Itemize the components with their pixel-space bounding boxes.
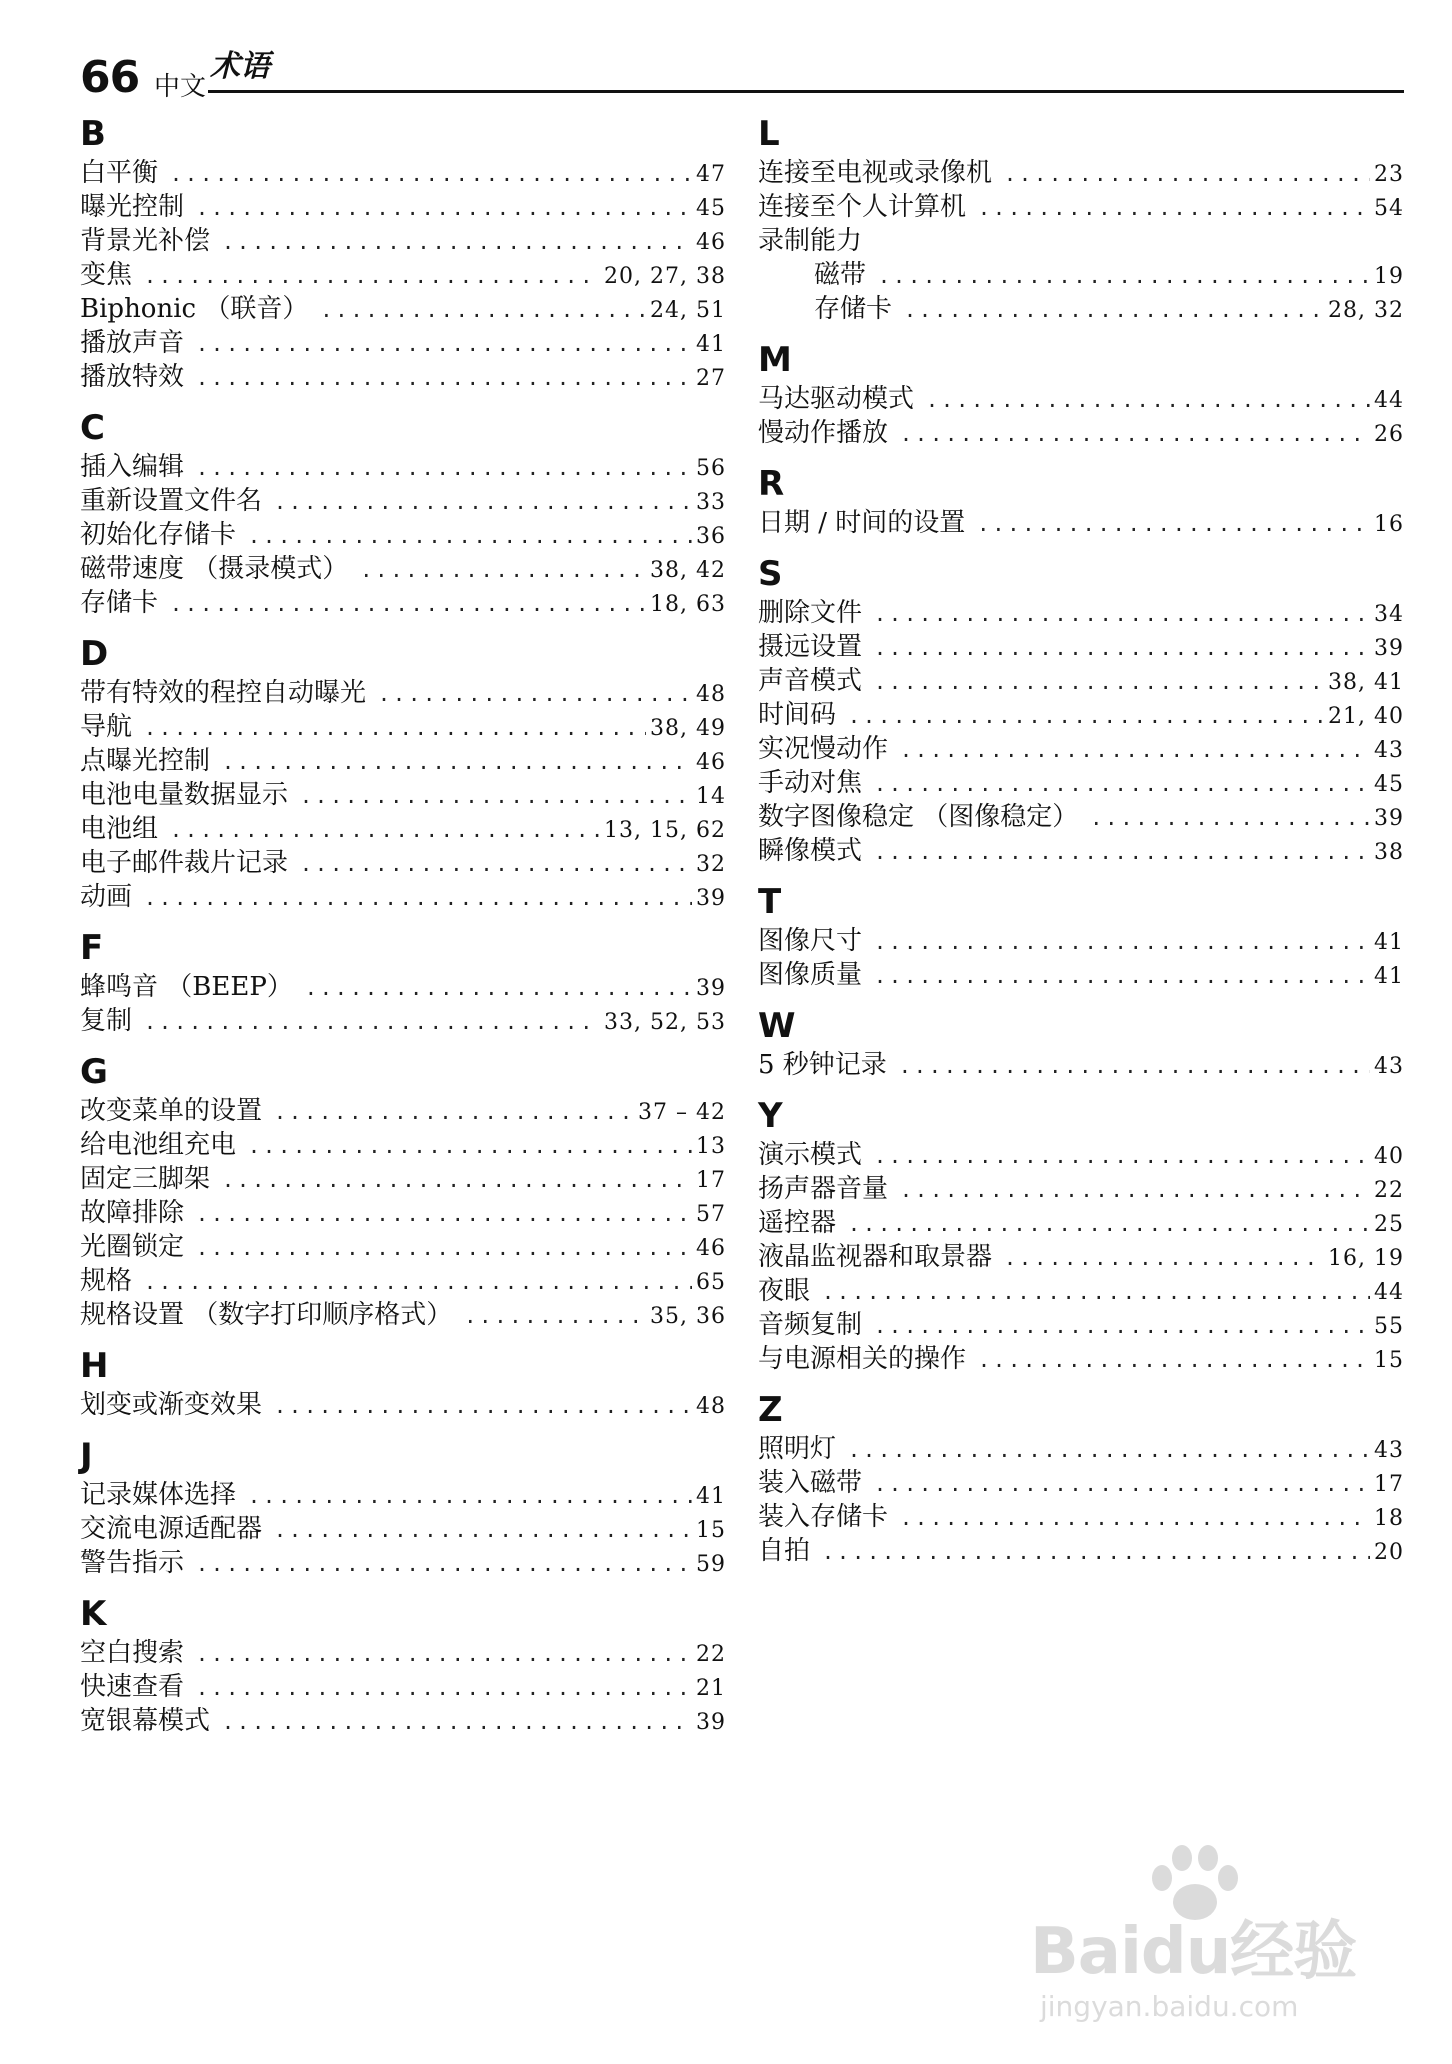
index-page-ref: 46: [696, 1236, 726, 1261]
section-title: 术语: [210, 49, 270, 84]
index-page-ref: 45: [696, 196, 726, 221]
index-entry: [80, 970, 726, 1004]
index-term: 存储卡: [814, 294, 893, 324]
index-page-ref: 34: [1374, 602, 1404, 627]
index-entry: [80, 676, 726, 710]
dot-leader: [1004, 1241, 1324, 1275]
dot-leader: [222, 1163, 692, 1197]
dot-leader: [900, 733, 1370, 767]
index-entry: [80, 1388, 726, 1422]
dot-leader: [196, 1197, 692, 1231]
index-term: 实况慢动作: [758, 734, 889, 764]
dot-leader: [899, 1049, 1370, 1083]
index-page-ref: 43: [1374, 738, 1404, 763]
index-term: 白平衡: [80, 158, 159, 188]
index-term: 马达驱动模式: [758, 384, 915, 414]
index-letter-heading: C: [80, 408, 105, 448]
index-term: 动画: [80, 882, 133, 912]
dot-leader: [874, 1309, 1370, 1343]
dot-leader: [848, 699, 1324, 733]
index-page-ref: 33: [696, 490, 726, 515]
index-term: 带有特效的程控自动曝光: [80, 678, 367, 708]
dot-leader: [196, 1637, 692, 1671]
index-term: 连接至个人计算机: [758, 192, 967, 222]
dot-leader: [904, 293, 1324, 327]
index-term: 蜂鸣音 （BEEP）: [80, 972, 293, 1002]
index-term: 时间码: [758, 700, 837, 730]
index-entry: [758, 1206, 1404, 1240]
index-entry: [80, 1264, 726, 1298]
index-entry: [758, 800, 1404, 834]
index-page-ref: 41: [696, 1484, 726, 1509]
index-entry: [758, 732, 1404, 766]
dot-leader: [822, 1275, 1370, 1309]
index-entry: [758, 506, 1404, 540]
index-page-ref: 21, 40: [1328, 704, 1404, 729]
index-entry: [758, 1534, 1404, 1568]
dot-leader: [248, 1129, 692, 1163]
index-term: 图像质量: [758, 960, 863, 990]
dot-leader: [274, 1513, 692, 1547]
index-letter-heading: L: [758, 114, 780, 154]
index-entry: [80, 1298, 726, 1332]
dot-leader: [822, 1535, 1370, 1569]
index-entry: [758, 596, 1404, 630]
index-page-ref: 39: [1374, 636, 1404, 661]
dot-leader: [320, 293, 646, 327]
index-page-ref: 40: [1374, 1144, 1404, 1169]
index-letter-heading: Z: [758, 1390, 783, 1430]
dot-leader: [274, 485, 692, 519]
index-page-ref: 38: [1374, 840, 1404, 865]
index-page-ref: 35, 36: [650, 1304, 726, 1329]
dot-leader: [378, 677, 692, 711]
index-term: 初始化存储卡: [80, 520, 237, 550]
dot-leader: [196, 361, 692, 395]
index-page-ref: 36: [696, 524, 726, 549]
dot-leader: [196, 191, 692, 225]
index-page-ref: 39: [696, 1710, 726, 1735]
index-entry: [80, 710, 726, 744]
index-entry: [758, 1240, 1404, 1274]
dot-leader: [144, 1265, 692, 1299]
index-page-ref: 38, 41: [1328, 670, 1404, 695]
index-entry: [80, 846, 726, 880]
index-term: 记录媒体选择: [80, 1480, 237, 1510]
index-page-ref: 44: [1374, 388, 1404, 413]
index-entry: [758, 766, 1404, 800]
dot-leader: [874, 925, 1370, 959]
index-entry: [758, 190, 1404, 224]
index-term: 演示模式: [758, 1140, 863, 1170]
dot-leader: [464, 1299, 646, 1333]
index-page-ref: 41: [1374, 964, 1404, 989]
index-page-ref: 45: [1374, 772, 1404, 797]
index-entry: [80, 484, 726, 518]
index-entry: [758, 224, 1404, 258]
index-entry: [80, 258, 726, 292]
index-term: 夜眼: [758, 1276, 811, 1306]
dot-leader: [848, 1433, 1370, 1467]
index-term: 音频复制: [758, 1310, 863, 1340]
dot-leader: [274, 1389, 692, 1423]
watermark-brand: Baidu经验: [1030, 1915, 1357, 1989]
index-page-ref: 13: [696, 1134, 726, 1159]
header-rule: [208, 90, 1404, 93]
index-page-ref: 18: [1374, 1506, 1404, 1531]
index-term: 装入存储卡: [758, 1502, 889, 1532]
index-page-ref: 48: [696, 682, 726, 707]
index-entry: [758, 924, 1404, 958]
index-term: 光圈锁定: [80, 1232, 185, 1262]
index-term: 变焦: [80, 260, 133, 290]
dot-leader: [196, 1231, 692, 1265]
index-term: 播放特效: [80, 362, 185, 392]
index-entry: [80, 518, 726, 552]
index-page-ref: 39: [696, 886, 726, 911]
index-page-ref: 16: [1374, 512, 1404, 537]
index-entry: [80, 880, 726, 914]
index-term: 重新设置文件名: [80, 486, 263, 516]
index-entry: [80, 1546, 726, 1580]
index-entry: [80, 586, 726, 620]
index-letter-heading: B: [80, 114, 106, 154]
index-entry: [758, 1048, 1404, 1082]
index-page-ref: 21: [696, 1676, 726, 1701]
dot-leader: [874, 767, 1370, 801]
index-entry: [758, 1466, 1404, 1500]
dot-leader: [360, 553, 646, 587]
index-term: 录制能力: [758, 226, 863, 256]
index-page-ref: 46: [696, 750, 726, 775]
index-term: 瞬像模式: [758, 836, 863, 866]
index-page-ref: 59: [696, 1552, 726, 1577]
dot-leader: [900, 1173, 1370, 1207]
index-entry: [758, 1274, 1404, 1308]
index-term: 摄远设置: [758, 632, 863, 662]
index-page-ref: 19: [1374, 264, 1404, 289]
index-term: 交流电源适配器: [80, 1514, 263, 1544]
dot-leader: [144, 1005, 600, 1039]
index-entry: [80, 1704, 726, 1738]
index-page-ref: 17: [696, 1168, 726, 1193]
index-page-ref: 57: [696, 1202, 726, 1227]
index-entry: [758, 1342, 1404, 1376]
index-page-ref: 54: [1374, 196, 1404, 221]
index-entry: [80, 326, 726, 360]
index-page-ref: 20: [1374, 1540, 1404, 1565]
index-page-ref: 16, 19: [1328, 1246, 1404, 1271]
index-entry: [758, 416, 1404, 450]
dot-leader: [874, 1467, 1370, 1501]
index-page-ref: 23: [1374, 162, 1404, 187]
dot-leader: [144, 711, 646, 745]
index-letter-heading: Y: [758, 1096, 783, 1136]
index-term: 给电池组充电: [80, 1130, 237, 1160]
index-page-ref: 37 – 42: [638, 1100, 726, 1125]
index-page-ref: 38, 42: [650, 558, 726, 583]
dot-leader: [196, 327, 692, 361]
index-page-ref: 13, 15, 62: [604, 818, 726, 843]
index-term: 遥控器: [758, 1208, 837, 1238]
index-term: 日期 / 时间的设置: [758, 508, 966, 538]
index-entry: [758, 1432, 1404, 1466]
index-term: 存储卡: [80, 588, 159, 618]
index-entry: [758, 382, 1404, 416]
index-term: 插入编辑: [80, 452, 185, 482]
index-term: 背景光补偿: [80, 226, 211, 256]
index-letter-heading: K: [80, 1594, 107, 1634]
index-page-ref: 46: [696, 230, 726, 255]
index-column-left: [80, 112, 726, 1738]
dot-leader: [305, 971, 692, 1005]
index-page-ref: 27: [696, 366, 726, 391]
index-letter-heading: H: [80, 1346, 109, 1386]
index-page-ref: 55: [1374, 1314, 1404, 1339]
index-entry: [80, 1196, 726, 1230]
index-term: 警告指示: [80, 1548, 185, 1578]
dot-leader: [900, 417, 1370, 451]
index-page-ref: 25: [1374, 1212, 1404, 1237]
index-term: 电子邮件裁片记录: [80, 848, 289, 878]
index-letter-heading: S: [758, 554, 783, 594]
index-term: 图像尺寸: [758, 926, 863, 956]
page-number: 66: [80, 52, 140, 103]
index-term: 装入磁带: [758, 1468, 863, 1498]
index-letter-heading: D: [80, 634, 109, 674]
index-term: 液晶监视器和取景器: [758, 1242, 993, 1272]
index-entry: [80, 450, 726, 484]
dot-leader: [196, 451, 692, 485]
index-term: 导航: [80, 712, 133, 742]
index-entry: [80, 1512, 726, 1546]
index-term: 连接至电视或录像机: [758, 158, 993, 188]
language-label: 中文: [154, 72, 207, 102]
index-entry: [758, 1500, 1404, 1534]
index-page-ref: 28, 32: [1328, 298, 1404, 323]
dot-leader: [878, 259, 1370, 293]
dot-leader: [900, 1501, 1370, 1535]
index-term: Biphonic （联音）: [80, 294, 309, 324]
index-page-ref: 18, 63: [650, 592, 726, 617]
dot-leader: [874, 597, 1370, 631]
index-term: 规格: [80, 1266, 133, 1296]
dot-leader: [874, 959, 1370, 993]
index-page-ref: 33, 52, 53: [604, 1010, 726, 1035]
index-term: 复制: [80, 1006, 133, 1036]
index-entry: [80, 1478, 726, 1512]
index-page-ref: 43: [1374, 1054, 1404, 1079]
index-letter-heading: R: [758, 464, 785, 504]
dot-leader: [926, 383, 1370, 417]
index-page-ref: 32: [696, 852, 726, 877]
dot-leader: [222, 745, 692, 779]
index-page-ref: 22: [1374, 1178, 1404, 1203]
index-entry: [80, 1094, 726, 1128]
index-term: 空白搜索: [80, 1638, 185, 1668]
index-term: 电池电量数据显示: [80, 780, 289, 810]
index-entry: [80, 1670, 726, 1704]
dot-leader: [144, 259, 600, 293]
index-term: 故障排除: [80, 1198, 185, 1228]
index-page-ref: 56: [696, 456, 726, 481]
dot-leader: [170, 813, 600, 847]
dot-leader: [170, 587, 646, 621]
index-page-ref: 22: [696, 1642, 726, 1667]
index-entry: [758, 258, 1404, 292]
dot-leader: [300, 779, 692, 813]
dot-leader: [848, 1207, 1370, 1241]
dot-leader: [978, 1343, 1370, 1377]
index-entry: [80, 1162, 726, 1196]
index-term: 5 秒钟记录: [758, 1050, 887, 1080]
index-term: 规格设置 （数字打印顺序格式）: [80, 1300, 453, 1330]
index-column-right: [758, 112, 1404, 1568]
index-term: 播放声音: [80, 328, 185, 358]
dot-leader: [196, 1671, 692, 1705]
index-entry: [80, 744, 726, 778]
index-term: 自拍: [758, 1536, 811, 1566]
index-entry: [758, 1138, 1404, 1172]
index-entry: [758, 834, 1404, 868]
index-page-ref: 43: [1374, 1438, 1404, 1463]
index-term: 与电源相关的操作: [758, 1344, 967, 1374]
index-entry: [80, 1230, 726, 1264]
index-entry: [80, 778, 726, 812]
index-term: 点曝光控制: [80, 746, 211, 776]
index-page-ref: 41: [696, 332, 726, 357]
index-term: 声音模式: [758, 666, 863, 696]
index-page-ref: 17: [1374, 1472, 1404, 1497]
index-entry: [758, 630, 1404, 664]
index-entry: [80, 190, 726, 224]
index-letter-heading: G: [80, 1052, 108, 1092]
dot-leader: [977, 507, 1370, 541]
index-term: 电池组: [80, 814, 159, 844]
index-term: 数字图像稳定 （图像稳定）: [758, 802, 1079, 832]
index-entry: [758, 1308, 1404, 1342]
index-term: 扬声器音量: [758, 1174, 889, 1204]
index-letter-heading: F: [80, 928, 104, 968]
index-entry: [758, 292, 1404, 326]
index-page-ref: 39: [696, 976, 726, 1001]
index-term: 改变菜单的设置: [80, 1096, 263, 1126]
dot-leader: [144, 881, 692, 915]
index-term: 照明灯: [758, 1434, 837, 1464]
index-letter-heading: J: [80, 1436, 93, 1476]
index-letter-heading: T: [758, 882, 782, 922]
page-header: [80, 49, 1404, 108]
index-entry: [758, 156, 1404, 190]
index-entry: [80, 1128, 726, 1162]
index-term: 磁带速度 （摄录模式）: [80, 554, 349, 584]
index-page-ref: 26: [1374, 422, 1404, 447]
dot-leader: [170, 157, 692, 191]
index-term: 慢动作播放: [758, 418, 889, 448]
index-entry: [80, 292, 726, 326]
dot-leader: [874, 835, 1370, 869]
index-entry: [80, 156, 726, 190]
index-page-ref: 65: [696, 1270, 726, 1295]
index-entry: [80, 360, 726, 394]
index-entry: [80, 812, 726, 846]
dot-leader: [300, 847, 692, 881]
dot-leader: [222, 225, 692, 259]
index-entry: [758, 958, 1404, 992]
index-letter-heading: M: [758, 340, 792, 380]
index-entry: [80, 1004, 726, 1038]
index-page-ref: 48: [696, 1394, 726, 1419]
index-term: 快速查看: [80, 1672, 185, 1702]
index-term: 固定三脚架: [80, 1164, 211, 1194]
index-page-ref: 24, 51: [650, 298, 726, 323]
index-term: 磁带: [814, 260, 867, 290]
index-page-ref: 39: [1374, 806, 1404, 831]
index-term: 宽银幕模式: [80, 1706, 211, 1736]
dot-leader: [978, 191, 1370, 225]
dot-leader: [248, 1479, 692, 1513]
index-page-ref: 41: [1374, 930, 1404, 955]
dot-leader: [874, 1139, 1370, 1173]
index-entry: [758, 1172, 1404, 1206]
baidu-watermark: [1000, 1840, 1400, 2040]
index-page-ref: 20, 27, 38: [604, 264, 726, 289]
dot-leader: [274, 1095, 634, 1129]
index-page-ref: 15: [696, 1518, 726, 1543]
dot-leader: [248, 519, 692, 553]
dot-leader: [1090, 801, 1370, 835]
index-entry: [758, 664, 1404, 698]
index-entry: [80, 1636, 726, 1670]
index-entry: [80, 224, 726, 258]
index-term: 删除文件: [758, 598, 863, 628]
index-page-ref: 38, 49: [650, 716, 726, 741]
index-term: 划变或渐变效果: [80, 1390, 263, 1420]
index-term: 手动对焦: [758, 768, 863, 798]
index-term: 曝光控制: [80, 192, 185, 222]
index-page-ref: 44: [1374, 1280, 1404, 1305]
watermark-url: jingyan.baidu.com: [1040, 1990, 1299, 2023]
index-page-ref: 14: [696, 784, 726, 809]
dot-leader: [1004, 157, 1370, 191]
dot-leader: [874, 631, 1370, 665]
index-letter-heading: W: [758, 1006, 796, 1046]
index-entry: [80, 552, 726, 586]
index-page-ref: 15: [1374, 1348, 1404, 1373]
dot-leader: [196, 1547, 692, 1581]
index-entry: [758, 698, 1404, 732]
dot-leader: [222, 1705, 692, 1739]
index-page-ref: 47: [696, 162, 726, 187]
dot-leader: [874, 665, 1324, 699]
